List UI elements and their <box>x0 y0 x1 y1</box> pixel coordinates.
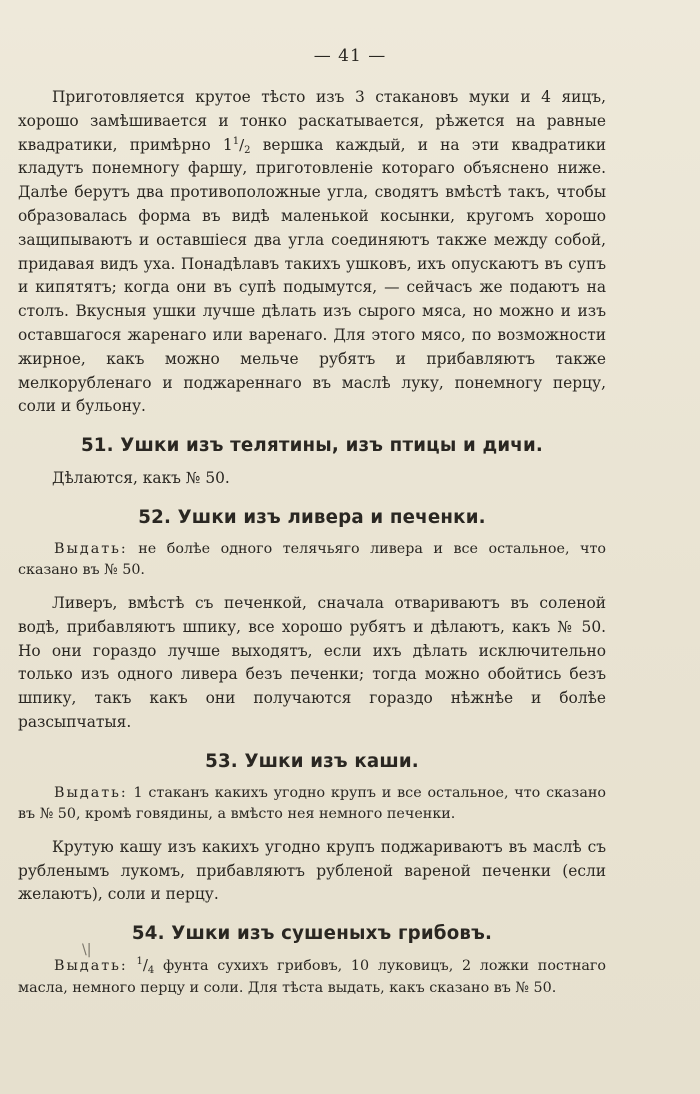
issue-label: Выдать: <box>54 540 128 557</box>
recipe-54-title: 54. Ушки изъ сушеныхъ грибовъ. <box>131 923 493 945</box>
recipe-53-title: 53. Ушки изъ каши. <box>205 750 419 772</box>
intro-paragraph: Приготовляется крутое тѣсто изъ 3 стакановъ муки и 4 яицъ, хорошо замѣшивается и тонко раскатывается, рѣжется на равные квадратики, примѣрно $1^1/_2$ вершка каждый, и на эти квадратики кладутъ понемногу фаршу, приготовленіе котораго объяснено ниже. Далѣе берутъ два противоположные угла, сводятъ вмѣстѣ такъ, чтобы образовалась форма въ видѣ маленькой косынки, кругомъ хорошо защипываютъ и оставшіеся два угла соединяютъ также между собой, придавая видъ уха. Понадѣлавъ такихъ ушковъ, ихъ опускаютъ въ супъ и кипятятъ; когда они въ супѣ подымутся, — сейчасъ же подаютъ на столъ. Вкусныя ушки лучше дѣлать изъ сырого мяса, но можно и изъ оставшагося жаренаго или варенаго. Для этого мясо, по возможности жирное, какъ можно мельче рубятъ и прибавляютъ также мелкорубленаго и поджареннаго въ маслѣ луку, понемногу перцу, соли и бульону. <box>18 88 607 416</box>
recipe-53-issue: Выдать: 1 стаканъ какихъ угодно крупъ и все остальное, что сказано въ № 50, кромѣ говядины, а вмѣсто нея немного печенки. <box>18 784 606 823</box>
recipe-53-text: Крутую кашу изъ какихъ угодно крупъ поджариваютъ въ маслѣ съ рубленымъ лукомъ, прибавляютъ рубленой вареной печенки (если желаютъ), соли и перцу. <box>18 837 606 904</box>
page-body <box>18 86 606 999</box>
recipe-52-title: 52. Ушки изъ ливера и печенки. <box>138 506 486 528</box>
margin-pencil-mark: \| <box>82 942 92 958</box>
issue-label: Выдать: <box>54 958 128 975</box>
recipe-51-text: Дѣлаются, какъ № 50. <box>52 469 230 488</box>
recipe-52-issue: Выдать: не болѣе одного телячьяго ливера и все остальное, что сказано въ № 50. <box>18 540 606 579</box>
recipe-51-title: 51. Ушки изъ телятины, изъ птицы и дичи. <box>80 435 544 457</box>
issue-label: Выдать: <box>54 784 128 801</box>
page-number: — 41 — <box>313 46 387 66</box>
recipe-54-issue: Выдать: $^1/_4$ фунта сухихъ грибовъ, 10 луковицъ, 2 ложки постнаго масла, немного перцу и соли. Для тѣста выдать, какъ сказано въ № 50. <box>18 956 606 996</box>
recipe-52-text: Ливеръ, вмѣстѣ съ печенкой, сначала отвариваютъ въ соленой водѣ, прибавляютъ шпику, все хорошо рубятъ и дѣлаютъ, какъ № 50. Но они гораздо лучше выходятъ, если ихъ дѣлать исключительно только изъ одного ливера безъ печенки; тогда можно обойтись безъ шпику, такъ какъ они получаются гораздо нѣжнѣе и болѣе разсыпчатыя. <box>18 593 606 731</box>
